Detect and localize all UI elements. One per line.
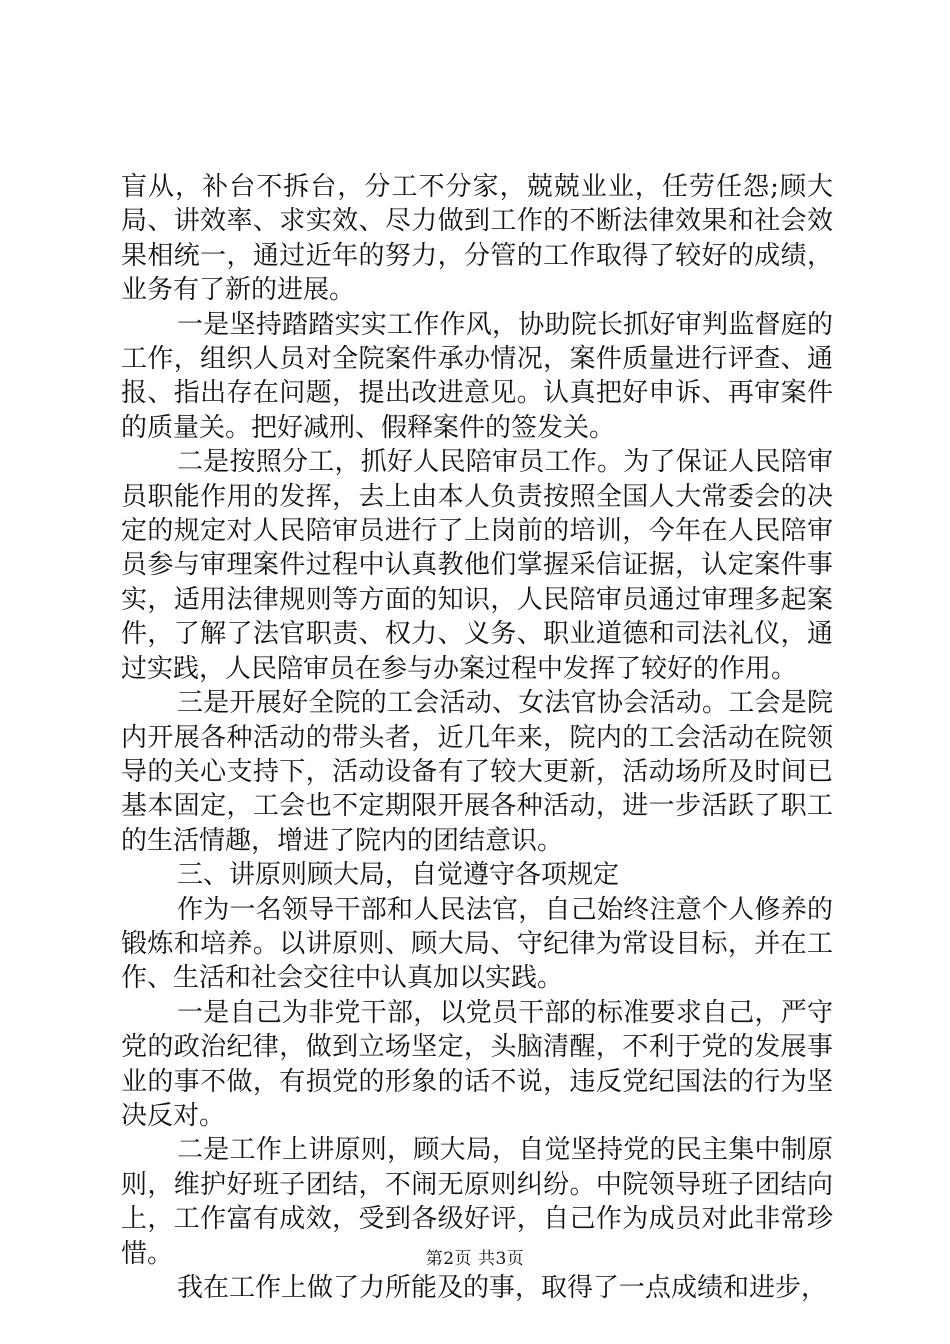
paragraph-point-three: 三是开展好全院的工会活动、女法官协会活动。工会是院内开展各种活动的带头者，近几年来，院内的工会活动在院领导的关心支持下，活动设备有了较大更新，活动场所及时间已基本固定，工会也不定期限开展各种活动，进一步活跃了职工的生活情趣，增进了院内的团结意识。	[121, 688, 833, 856]
document-body	[121, 170, 833, 1305]
paragraph-section-point-two: 二是工作上讲原则，顾大局，自觉坚持党的民主集中制原则，维护好班子团结，不闹无原则纠纷。中院领导班子团结向上，工作富有成效，受到各级好评，自己作为成员对此非常珍惜。	[121, 1135, 833, 1269]
paragraph-section-point-one: 一是自己为非党干部，以党员干部的标准要求自己，严守党的政治纪律，做到立场坚定，头脑清醒，不利于党的发展事业的事不做，有损党的形象的话不说，违反党纪国法的行为坚决反对。	[121, 997, 833, 1131]
paragraph-point-two: 二是按照分工，抓好人民陪审员工作。为了保证人民陪审员职能作用的发挥，去上由本人负责按照全国人大常委会的决定的规定对人民陪审员进行了上岗前的培训，今年在人民陪审员参与审理案件过程中认真教他们掌握采信证据，认定案件事实，适用法律规则等方面的知识，人民陪审员通过审理多起案件，了解了法官职责、权力、义务、职业道德和司法礼仪，通过实践，人民陪审员在参与办案过程中发挥了较好的作用。	[121, 447, 833, 684]
paragraph-continued: 盲从，补台不拆台，分工不分家，兢兢业业，任劳任怨;顾大局、讲效率、求实效、尽力做到工作的不断法律效果和社会效果相统一，通过近年的努力，分管的工作取得了较好的成绩，业务有了新的进展。	[121, 172, 833, 306]
paragraph-point-one: 一是坚持踏踏实实工作作风，协助院长抓好审判监督庭的工作，组织人员对全院案件承办情况，案件质量进行评查、通报、指出存在问题，提出改进意见。认真把好申诉、再审案件的质量关。把好减刑、假释案件的签发关。	[121, 309, 833, 443]
page-footer: 第2页 共3页	[425, 1249, 525, 1269]
paragraph-section-intro: 作为一名领导干部和人民法官，自己始终注意个人修养的锻炼和培养。以讲原则、顾大局、守纪律为常设目标，并在工作、生活和社会交往中认真加以实践。	[121, 894, 833, 994]
section-heading-three: 三、讲原则顾大局，自觉遵守各项规定	[177, 860, 620, 891]
paragraph-closing: 我在工作上做了力所能及的事，取得了一点成绩和进步，	[177, 1273, 828, 1303]
